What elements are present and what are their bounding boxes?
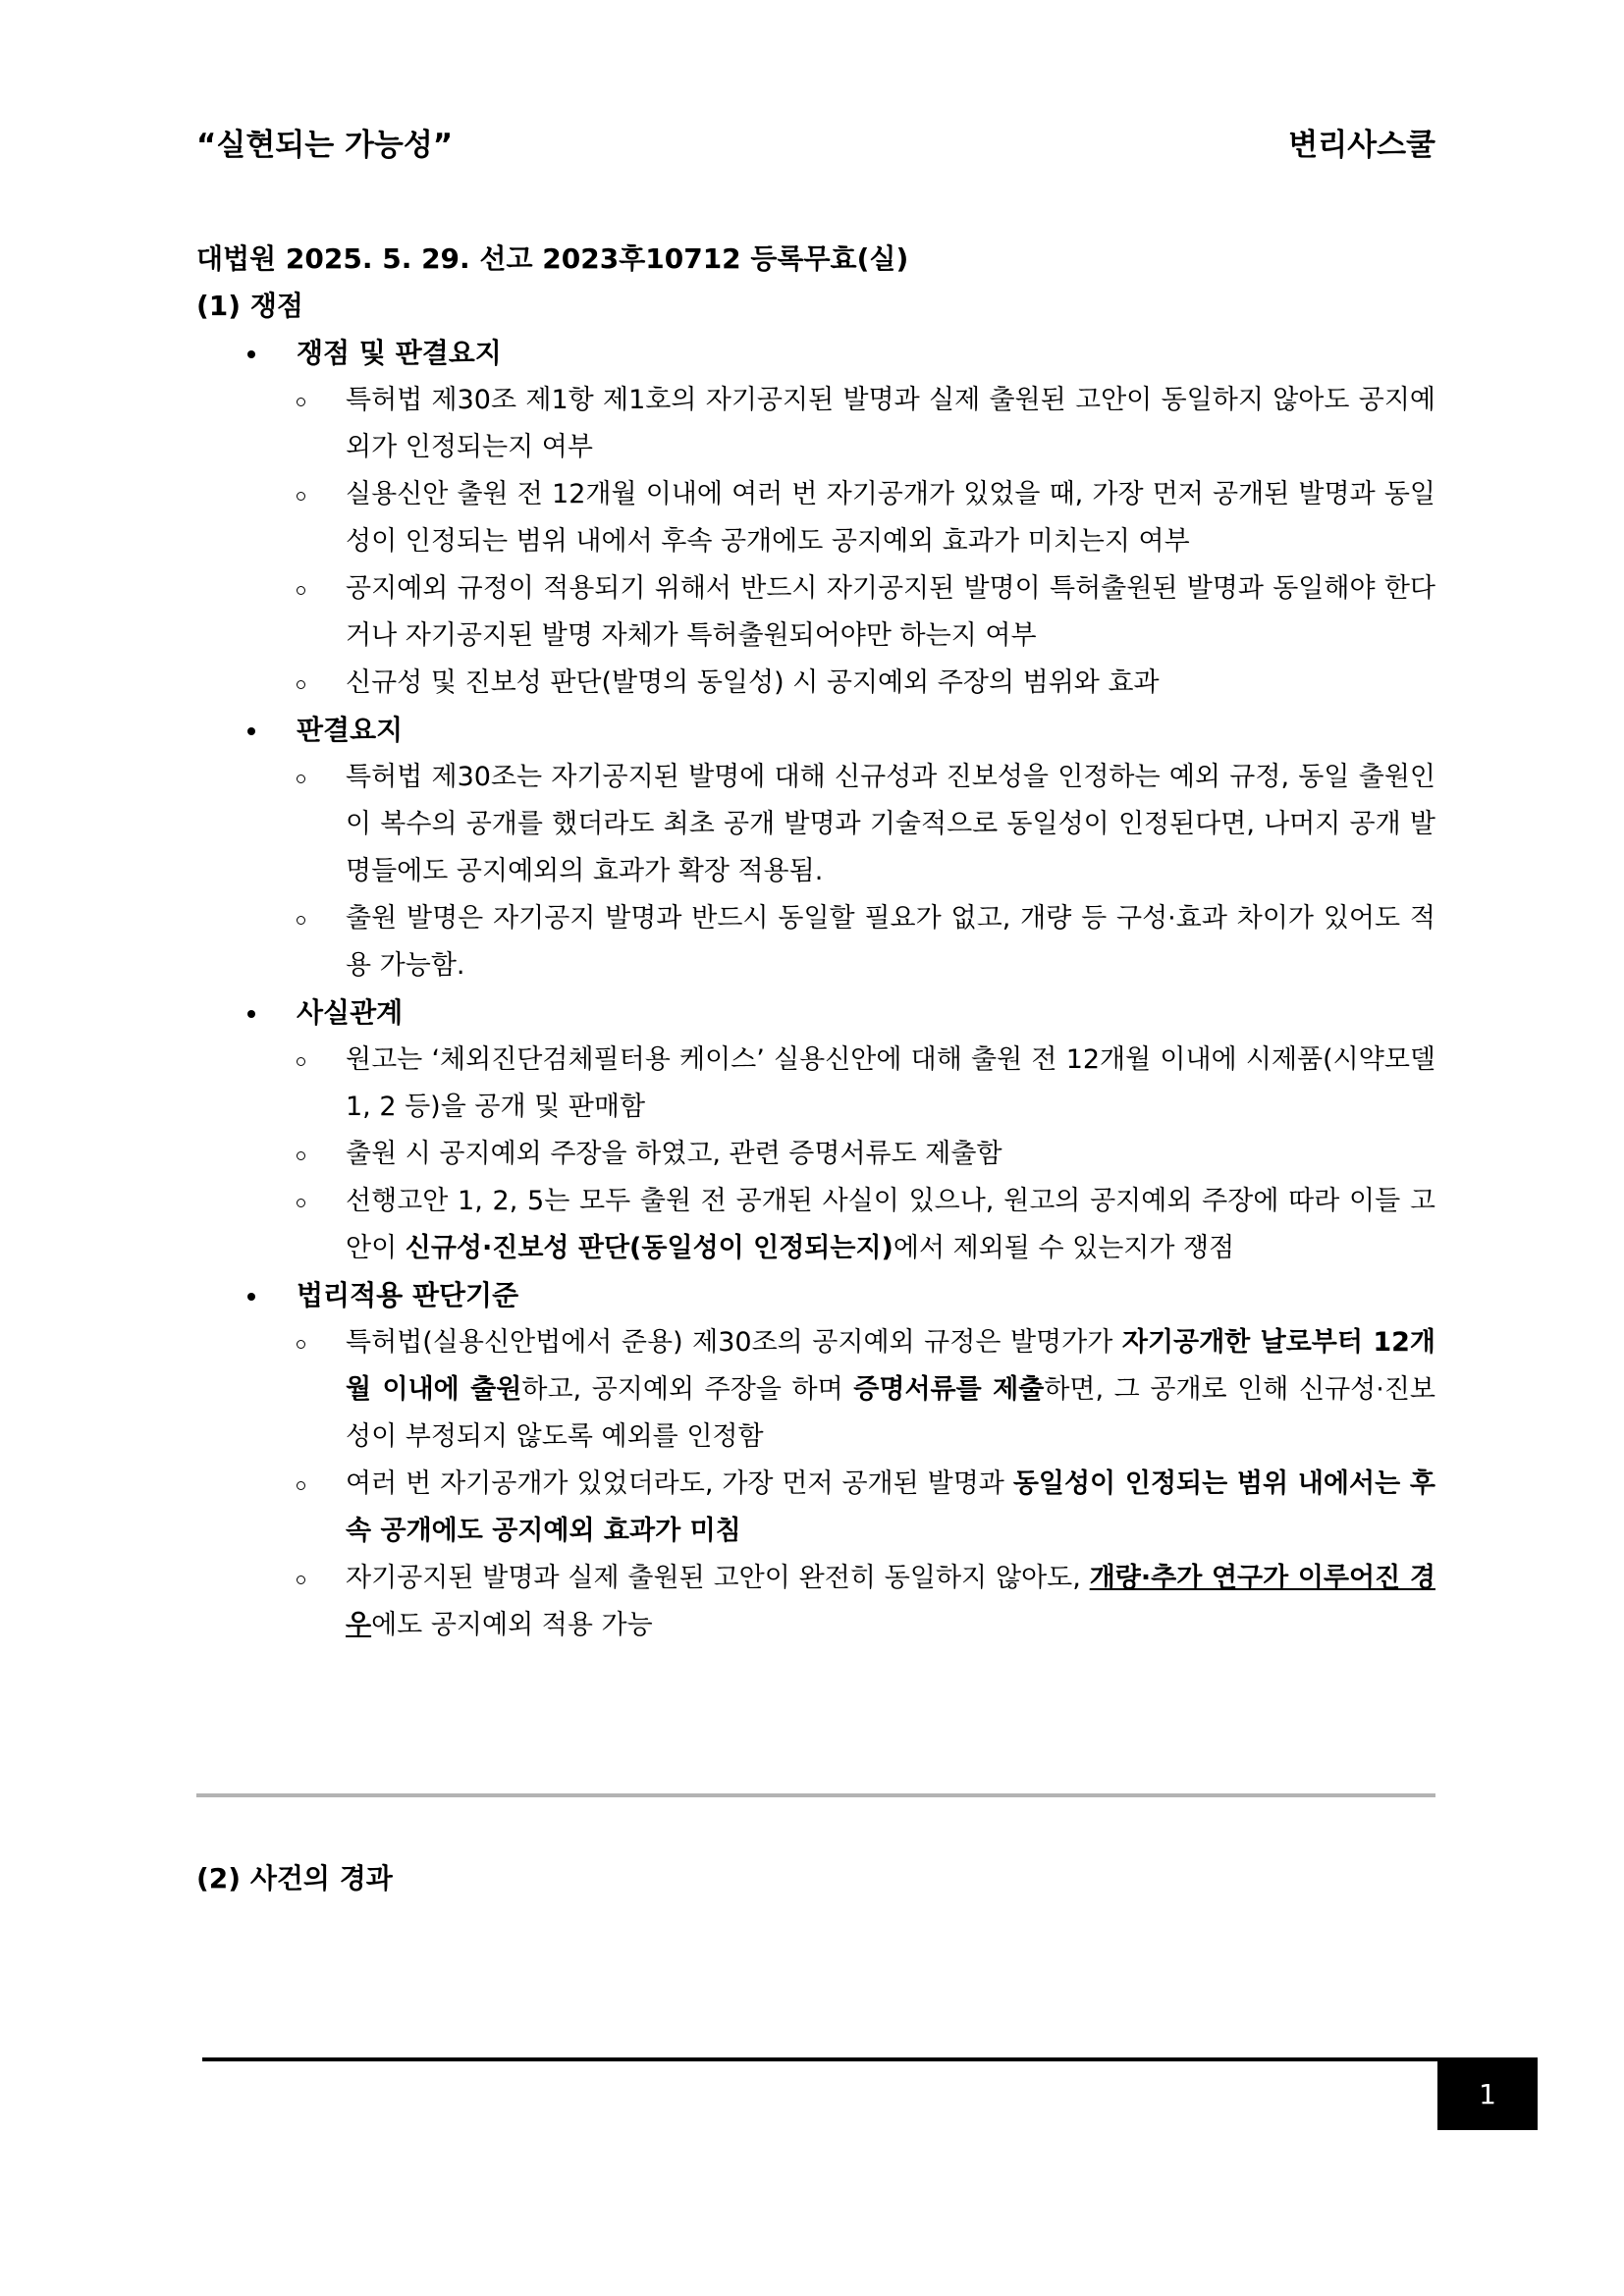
sub-list [346,377,1435,707]
circle-bullet-icon [297,398,305,406]
footer-rule [202,2057,1538,2061]
case-title: 대법원 2025. 5. 29. 선고 2023후10712 등록무효(실) [196,242,909,275]
bullet-heading: 법리적용 판단기준 [247,1272,1435,1319]
page-number: 1 [1437,2059,1538,2130]
bullet-dot-icon [247,1010,255,1018]
list-item: 여러 번 자기공개가 있었더라도, 가장 먼저 공개된 발명과 동일성이 인정되는 범위 내에서는 후속 공개에도 공지예외 효과가 미침 [346,1461,1435,1555]
document-body [196,236,1435,1649]
section-title-course: (2) 사건의 경과 [196,1862,393,1895]
bullet-dot-icon [247,727,255,735]
sub-list [346,754,1435,989]
section-title-issues: (1) 쟁점 [196,290,303,322]
circle-bullet-icon [297,1151,305,1160]
circle-bullet-icon [297,916,305,925]
bullet-dot-icon [247,350,255,358]
header-title: “실현되는 가능성” [196,128,454,163]
list-item: 출원 발명은 자기공지 발명과 반드시 동일할 필요가 없고, 개량 등 구성·효과 차이가 있어도 적용 가능함. [346,895,1435,989]
bullet-heading: 판결요지 [247,707,1435,754]
bullet-heading: 사실관계 [247,989,1435,1037]
list-item: 출원 시 공지예외 주장을 하였고, 관련 증명서류도 제출함 [346,1131,1435,1178]
bullet-block-issues [247,330,1435,377]
bullet-heading: 쟁점 및 판결요지 [247,330,1435,377]
bullet-block-holding [247,707,1435,754]
circle-bullet-icon [297,1199,305,1207]
bullet-dot-icon [247,1293,255,1301]
sub-list [346,1037,1435,1272]
section-divider [196,1793,1435,1797]
bullet-block-criteria [247,1272,1435,1319]
list-item: 자기공지된 발명과 실제 출원된 고안이 완전히 동일하지 않아도, 개량·추가 연구가 이루어진 경우에도 공지예외 적용 가능 [346,1555,1435,1649]
circle-bullet-icon [297,1481,305,1490]
sub-list [346,1319,1435,1649]
circle-bullet-icon [297,492,305,501]
circle-bullet-icon [297,586,305,595]
bullet-block-facts [247,989,1435,1037]
circle-bullet-icon [297,1057,305,1066]
list-item: 공지예외 규정이 적용되기 위해서 반드시 자기공지된 발명이 특허출원된 발명과 동일해야 한다거나 자기공지된 발명 자체가 특허출원되어야만 하는지 여부 [346,565,1435,660]
circle-bullet-icon [297,1575,305,1584]
list-item: 특허법 제30조 제1항 제1호의 자기공지된 발명과 실제 출원된 고안이 동일하지 않아도 공지예외가 인정되는지 여부 [346,377,1435,471]
list-item: 실용신안 출원 전 12개월 이내에 여러 번 자기공개가 있었을 때, 가장 먼저 공개된 발명과 동일성이 인정되는 범위 내에서 후속 공개에도 공지예외 효과가 미치는지 여부 [346,471,1435,565]
list-item: 선행고안 1, 2, 5는 모두 출원 전 공개된 사실이 있으나, 원고의 공지예외 주장에 따라 이들 고안이 신규성·진보성 판단(동일성이 인정되는지)에서 제외될 수 있는지가 쟁점 [346,1178,1435,1272]
section-course [196,1855,393,1902]
circle-bullet-icon [297,1340,305,1349]
header-brand: 변리사스쿨 [1288,128,1435,163]
list-item: 특허법 제30조는 자기공지된 발명에 대해 신규성과 진보성을 인정하는 예외 규정, 동일 출원인이 복수의 공개를 했더라도 최초 공개 발명과 기술적으로 동일성이 인정된다면, 나머지 공개 발명들에도 공지예외의 효과가 확장 적용됨. [346,754,1435,895]
circle-bullet-icon [297,680,305,689]
list-item: 특허법(실용신안법에서 준용) 제30조의 공지예외 규정은 발명가가 자기공개한 날로부터 12개월 이내에 출원하고, 공지예외 주장을 하며 증명서류를 제출하면, 그 공개로 인해 신규성·진보성이 부정되지 않도록 예외를 인정함 [346,1319,1435,1461]
list-item: 신규성 및 진보성 판단(발명의 동일성) 시 공지예외 주장의 범위와 효과 [346,660,1435,707]
circle-bullet-icon [297,774,305,783]
list-item: 원고는 ‘체외진단검체필터용 케이스’ 실용신안에 대해 출원 전 12개월 이내에 시제품(시약모델 1, 2 등)을 공개 및 판매함 [346,1037,1435,1131]
